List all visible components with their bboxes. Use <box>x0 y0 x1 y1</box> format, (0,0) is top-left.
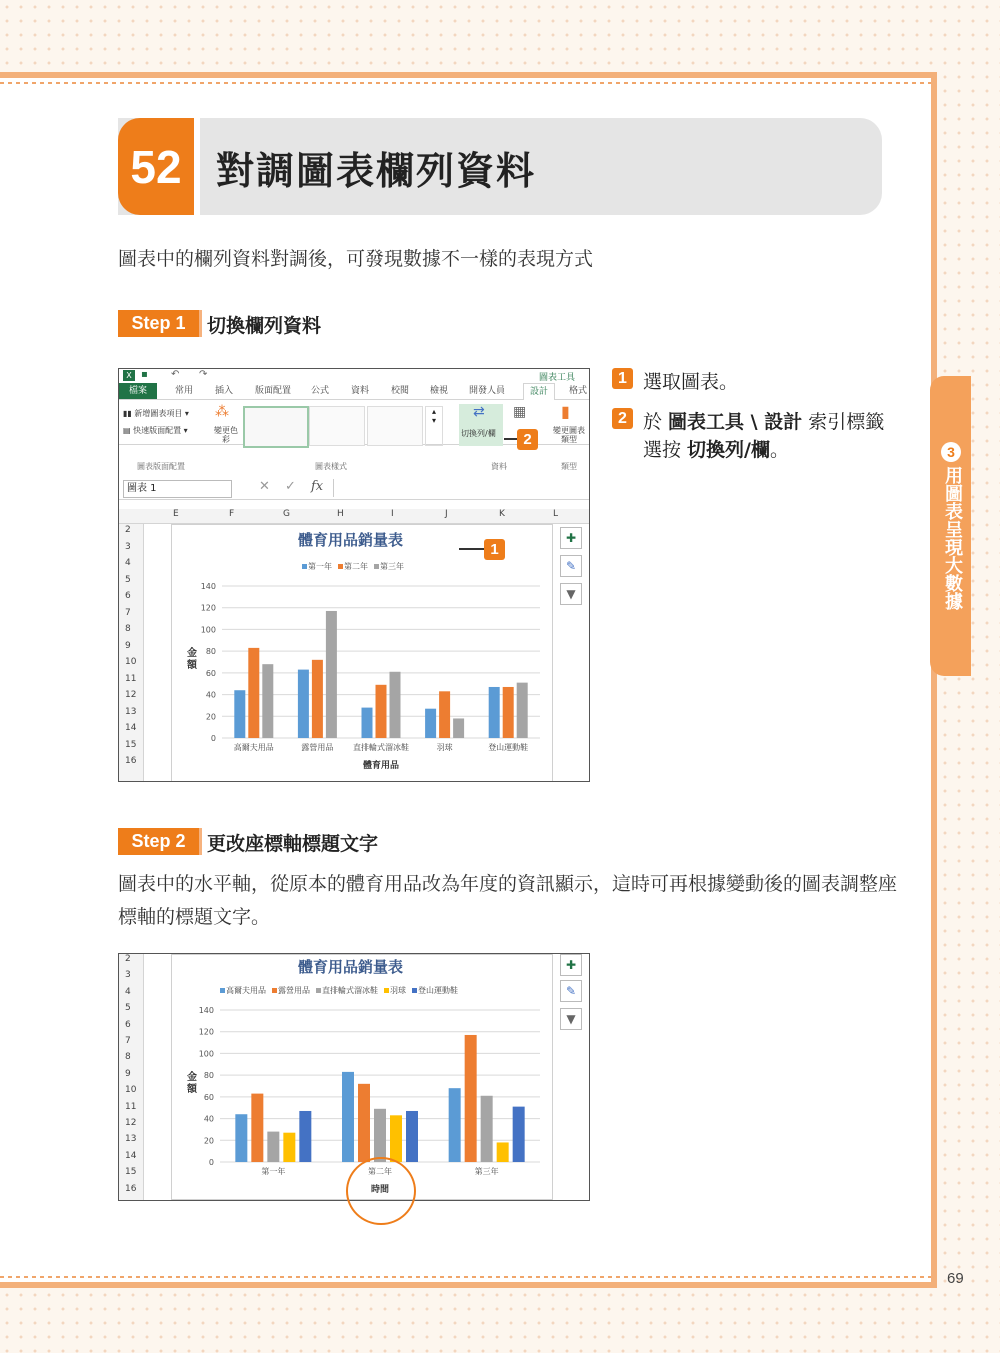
x-tick-label: 第三年 <box>474 1167 499 1176</box>
row-label: 4 <box>125 558 131 568</box>
group-label-type: 類型 <box>561 462 577 471</box>
row-label: 9 <box>125 640 131 651</box>
y-tick-label: 140 <box>200 582 216 591</box>
enter-icon[interactable]: ✓ <box>285 479 296 494</box>
x-tick-label: 高爾夫用品 <box>233 743 274 752</box>
legend-item: 直排輪式溜冰鞋 <box>316 985 378 996</box>
row-header <box>119 524 144 781</box>
redo-icon[interactable]: ↷ <box>199 369 208 380</box>
bar <box>342 1072 354 1162</box>
row-label: 8 <box>125 624 131 634</box>
chart-styles-button[interactable]: ✎ <box>560 555 582 577</box>
y-tick-label: 60 <box>203 1092 214 1102</box>
change-chart-type-icon[interactable]: ▮ <box>561 402 570 421</box>
row-label: 11 <box>125 673 137 684</box>
formula-input[interactable] <box>333 479 589 497</box>
row-label: 2 <box>125 525 131 535</box>
formula-bar <box>119 477 589 500</box>
bar <box>406 1111 418 1162</box>
chart-elements-button[interactable]: ✚ <box>560 527 582 549</box>
change-colors-button[interactable]: 變更色彩 <box>214 426 238 444</box>
y-tick-label: 40 <box>205 690 216 700</box>
intro-text: 圖表中的欄列資料對調後，可發現數據不一樣的表現方式 <box>118 248 594 270</box>
step2-paragraph: 圖表中的水平軸，從原本的體育用品改為年度的資訊顯示，這時可再根據變動後的圖表調整座標軸的標題文字。 <box>118 873 898 928</box>
x-tick-label: 第二年 <box>368 1167 392 1176</box>
chart-title[interactable]: 體育用品銷量表 <box>298 531 404 549</box>
group-label-layout: 圖表版面配置 <box>137 462 185 471</box>
row-label: 9 <box>125 1068 131 1079</box>
row-label: 13 <box>125 1134 137 1145</box>
excel-logo-icon: X <box>123 370 135 381</box>
x-tick-label: 羽球 <box>436 743 453 752</box>
y-tick-label: 0 <box>210 734 216 743</box>
step2-title: 更改座標軸標題文字 <box>207 833 379 855</box>
x-tick-label: 露營用品 <box>301 743 334 752</box>
tab-insert[interactable]: 插入 <box>215 386 234 396</box>
page-number: 69 <box>947 1270 964 1287</box>
row-label: 6 <box>125 591 131 601</box>
tab-review[interactable]: 校閱 <box>391 386 410 396</box>
tab-format[interactable]: 格式 <box>569 386 588 396</box>
row-label: 3 <box>125 970 131 981</box>
bar <box>299 1111 311 1162</box>
bar <box>234 690 245 738</box>
palette-icon: ⁂ <box>215 404 229 420</box>
chart-filter-button[interactable]: ▼ <box>560 583 582 605</box>
bar <box>453 718 464 738</box>
y-tick-label: 80 <box>205 647 216 657</box>
note-2-badge: 2 <box>612 408 633 429</box>
row-label: 10 <box>125 657 137 667</box>
chart-style-1[interactable] <box>243 406 309 448</box>
row-label: 14 <box>125 1150 137 1161</box>
row-label: 12 <box>125 690 137 700</box>
row-label: 16 <box>125 1183 137 1194</box>
y-tick-label: 80 <box>203 1071 214 1081</box>
bar <box>235 1114 247 1162</box>
x-axis-title: 體育用品 <box>362 761 400 771</box>
quick-access-bar <box>119 369 589 383</box>
row-label: 6 <box>125 1019 131 1030</box>
bar <box>358 1084 370 1162</box>
callout-line-1 <box>459 548 485 550</box>
select-data-icon[interactable]: ▦ <box>513 404 527 420</box>
row-label: 10 <box>125 1085 137 1096</box>
row-label: 4 <box>125 986 131 997</box>
bar <box>517 683 528 738</box>
legend-item: 登山運動鞋 <box>412 985 458 996</box>
bar <box>374 1109 386 1162</box>
chart-title-2[interactable]: 體育用品銷量表 <box>298 958 404 976</box>
excel-screenshot-2 <box>118 953 590 1201</box>
row-label: 7 <box>125 1036 131 1046</box>
undo-icon[interactable]: ↶ <box>171 369 180 380</box>
row-label: 16 <box>125 756 137 766</box>
bar <box>251 1094 263 1162</box>
y-axis-title: 額 <box>187 660 197 671</box>
legend-item: 羽球 <box>384 985 406 996</box>
bar <box>248 648 259 738</box>
y-tick-label: 120 <box>198 1027 214 1037</box>
legend-item: 第一年 <box>302 561 332 572</box>
row-header-2 <box>119 954 144 1200</box>
y-tick-label: 0 <box>208 1158 214 1167</box>
row-label: 15 <box>125 1167 137 1178</box>
callout-badge-1: 1 <box>484 539 505 560</box>
switch-row-column-button[interactable]: ⇄ 切換列/欄 <box>459 404 503 446</box>
y-tick-label: 20 <box>205 712 216 722</box>
callout-badge-2: 2 <box>517 429 538 450</box>
quick-layout-button[interactable]: ▤ 快速版面配置 ▾ <box>123 426 188 435</box>
y-axis-title: 額 <box>187 1084 197 1095</box>
step1-title: 切換欄列資料 <box>207 315 322 337</box>
bar <box>283 1133 295 1162</box>
tab-data[interactable]: 資料 <box>351 386 370 396</box>
bar <box>326 611 337 738</box>
tab-formulas[interactable]: 公式 <box>311 386 330 396</box>
column-header: E F G H I J K L <box>119 509 589 524</box>
tab-page-layout[interactable]: 版面配置 <box>255 386 292 396</box>
y-tick-label: 120 <box>200 603 216 613</box>
chart-elements-button-2[interactable]: ✚ <box>560 954 582 976</box>
row-label: 12 <box>125 1118 137 1128</box>
change-chart-type-button[interactable]: 變更圖表類型 <box>553 426 585 444</box>
bar <box>312 660 323 738</box>
y-axis-title: 金 <box>187 648 197 659</box>
row-label: 13 <box>125 706 137 717</box>
note-2 <box>612 408 902 464</box>
bar <box>267 1132 279 1162</box>
chapter-number: 3 <box>941 442 961 462</box>
step2-tag: Step 2 <box>118 828 202 855</box>
switch-icon: ⇄ <box>473 404 485 420</box>
y-tick-label: 100 <box>200 625 216 635</box>
page-title: 對調圖表欄列資料 <box>216 149 537 193</box>
row-label: 15 <box>125 739 137 750</box>
tab-file[interactable]: 檔案 <box>119 383 157 399</box>
bar <box>262 664 273 738</box>
y-tick-label: 40 <box>203 1114 214 1124</box>
note-1-badge: 1 <box>612 368 633 389</box>
x-tick-label: 直排輪式溜冰鞋 <box>353 743 409 752</box>
title-divider <box>194 118 200 215</box>
bar <box>481 1096 493 1162</box>
chart-style-2[interactable] <box>309 406 365 446</box>
row-label: 8 <box>125 1052 131 1063</box>
bar <box>376 685 387 738</box>
row-label: 3 <box>125 541 131 552</box>
section-number: 52 <box>118 118 194 215</box>
legend-item: 第三年 <box>374 561 404 572</box>
style-scroll[interactable]: ▴ ▾ <box>425 406 443 446</box>
chapter-title: 用圖表呈現大數據 <box>942 466 963 610</box>
bar <box>298 670 309 738</box>
name-box[interactable]: 圖表 1 <box>123 480 232 498</box>
y-axis-title: 金 <box>187 1072 197 1083</box>
function-icon[interactable]: fx <box>311 479 324 494</box>
chart-styles-button-2[interactable]: ✎ <box>560 980 582 1002</box>
legend-item: 第二年 <box>338 561 368 572</box>
y-tick-label: 60 <box>205 668 216 678</box>
x-tick-label: 登山運動鞋 <box>488 743 529 752</box>
chart-tools-label: 圖表工具 <box>538 373 575 383</box>
bar <box>425 709 436 738</box>
chart-plot <box>172 525 552 781</box>
bar <box>449 1088 461 1162</box>
y-tick-label: 100 <box>198 1049 214 1059</box>
cancel-icon[interactable]: ✕ <box>259 479 270 494</box>
tab-design[interactable]: 設計 <box>523 383 555 400</box>
bar <box>362 708 373 738</box>
y-tick-label: 140 <box>198 1006 214 1015</box>
row-label: 14 <box>125 723 137 733</box>
tab-home[interactable]: 常用 <box>175 386 194 396</box>
ribbon-tabs <box>119 383 589 400</box>
highlight-circle <box>346 1157 416 1225</box>
chart-style-3[interactable] <box>367 406 423 446</box>
tab-developer[interactable]: 開發人員 <box>469 386 506 396</box>
add-chart-element-button[interactable]: ▮▮ 新增圖表項目 ▾ <box>123 409 189 418</box>
bar <box>439 691 450 738</box>
group-label-style: 圖表樣式 <box>315 462 347 471</box>
note-1-text: 選取圖表。 <box>643 371 739 393</box>
legend-item: 高爾夫用品 <box>220 985 266 996</box>
y-tick-label: 20 <box>203 1136 214 1146</box>
bar <box>390 1115 402 1162</box>
x-tick-label: 第一年 <box>261 1167 286 1176</box>
note-2-text: 於 圖表工具 \ 設計 索引標籤選按 切換列/欄。 <box>643 411 885 461</box>
step1-notes <box>612 368 902 476</box>
bar <box>503 687 514 738</box>
callout-line-2 <box>504 438 518 440</box>
x-axis-title: 時間 <box>370 1185 390 1195</box>
legend-item: 露營用品 <box>272 985 310 996</box>
group-label-data: 資料 <box>491 462 507 471</box>
bar <box>513 1107 525 1162</box>
bar <box>465 1035 477 1162</box>
step1-tag: Step 1 <box>118 310 202 337</box>
row-label: 11 <box>125 1101 137 1112</box>
chart-filter-button-2[interactable]: ▼ <box>560 1008 582 1030</box>
bar <box>390 672 401 738</box>
bar <box>497 1142 509 1162</box>
save-icon[interactable]: ▪ <box>141 369 148 380</box>
row-label: 7 <box>125 607 131 618</box>
chart-area-1[interactable] <box>171 524 553 782</box>
row-label: 2 <box>125 954 131 964</box>
row-label: 5 <box>125 574 131 585</box>
row-label: 5 <box>125 1003 131 1014</box>
tab-view[interactable]: 檢視 <box>430 386 449 396</box>
bar <box>489 687 500 738</box>
note-1 <box>612 368 902 396</box>
